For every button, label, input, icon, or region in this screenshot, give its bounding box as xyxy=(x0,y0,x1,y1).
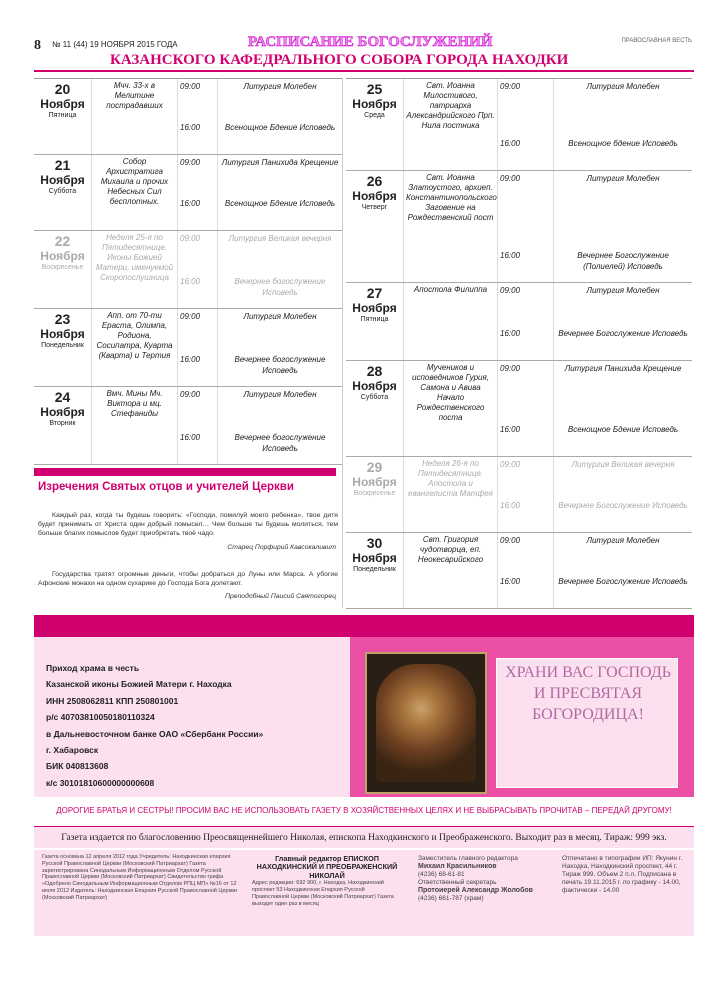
service-name: Вечернее Богослужение (Полиелей) Исповедь xyxy=(577,251,669,271)
day-number: 26 xyxy=(366,173,383,189)
time-cell xyxy=(498,283,554,360)
date-cell xyxy=(34,231,92,308)
day-number: 22 xyxy=(54,233,71,249)
time-cell xyxy=(178,79,218,154)
header-divider xyxy=(34,70,694,72)
footer-staff xyxy=(418,855,548,903)
time-cell xyxy=(498,457,554,532)
blessing-line: Газета издается по благословению Преосвященнейшего Николая, епископа Находкинского и Преображенского. Выходит раз в месяц. Тираж: 999 экз. xyxy=(34,826,694,848)
time-cell xyxy=(178,155,218,230)
day-number: 27 xyxy=(366,285,383,301)
column-divider xyxy=(342,78,343,608)
donation-details xyxy=(46,660,263,791)
date-cell xyxy=(346,361,404,456)
icon-figure xyxy=(376,664,476,782)
quote-author: Старец Порфирий Кавсокаливит xyxy=(227,544,336,551)
chief-editor: Главный редактор ЕПИСКОП НАХОДКИНСКИЙ И ПРЕОБРАЖЕНСКИЙ НИКОЛАЙ xyxy=(256,854,398,880)
service-time: 16:00 xyxy=(180,433,201,442)
service-name: Литургия Молебен xyxy=(243,82,317,91)
weekday: Вторник xyxy=(49,420,76,427)
secretary-label: Ответственный секретарь xyxy=(418,879,497,886)
date-cell xyxy=(346,171,404,282)
service-time: 16:00 xyxy=(180,123,201,132)
saint-cell: Свт. Иоанна Златоустого, архиеп. Константинопольского Заговение на Рождественский пост xyxy=(404,171,498,282)
service-time: 09:00 xyxy=(180,82,201,91)
service-name: Литургия Великая вечерня xyxy=(571,460,675,469)
day-number: 21 xyxy=(54,157,71,173)
donation-line: Казанской иконы Божией Матери г. Находка xyxy=(46,679,232,690)
service-name: Литургия Молебен xyxy=(586,82,660,91)
saint-cell: Мчч. 33-х в Мелитине пострадавших xyxy=(92,79,178,154)
donation-line: к/с 30101810600000000608 xyxy=(46,777,155,788)
schedule-row xyxy=(346,533,692,609)
day-number: 24 xyxy=(54,389,71,405)
saint-cell: Собор Архистратига Михаила и прочих Небесных Сил бесплотных. xyxy=(92,155,178,230)
deputy-name: Михаил Красильников xyxy=(418,863,497,870)
editor-address: Адрес редакции: 692 900, г. Находка, Находкинский проспект 53 Находкинская Епархия Русской Православной Церкви (Московский Патриархат) Газета выходит один раз в месяц xyxy=(252,880,394,907)
day-number: 20 xyxy=(54,81,71,97)
date-cell xyxy=(346,457,404,532)
month-name: Ноября xyxy=(40,173,85,187)
service-time: 16:00 xyxy=(500,329,521,338)
day-number: 28 xyxy=(366,363,383,379)
month-name: Ноября xyxy=(352,475,397,489)
service-name: Литургия Молебен xyxy=(586,286,660,295)
weekday: Суббота xyxy=(360,394,389,401)
schedule-row xyxy=(34,231,342,309)
quotes-header-bar xyxy=(34,468,336,476)
quote-text: Каждый раз, когда ты будешь говорить: «Господи, помилуй моего ребенка», твое дитя будет принимать от Христа один добрый помысел… Чем больше ты будешь молиться, тем больше благих помыслов будет приобретать твоё чадо. xyxy=(38,512,338,537)
pink-band xyxy=(34,615,694,637)
date-cell xyxy=(34,155,92,230)
service-time: 09:00 xyxy=(500,82,521,91)
weekday: Четверг xyxy=(361,204,388,211)
service-cell xyxy=(218,155,342,230)
month-name: Ноября xyxy=(40,249,85,263)
saint-cell: Апостола Филиппа xyxy=(404,283,498,360)
date-cell xyxy=(346,533,404,608)
time-cell xyxy=(498,79,554,170)
weekday: Понедельник xyxy=(41,342,84,349)
service-name: Вечернее Богослужение Исповедь xyxy=(558,501,688,510)
service-cell xyxy=(554,79,692,170)
time-cell xyxy=(498,533,554,608)
service-time: 09:00 xyxy=(500,286,521,295)
day-number: 23 xyxy=(54,311,71,327)
saint-cell: Свт. Иоанна Милостивого, патриарха Александрийского Прп. Нила постника xyxy=(404,79,498,170)
service-time: 16:00 xyxy=(180,355,201,364)
deputy-label: Заместитель главного редактора xyxy=(418,855,518,862)
service-name: Литургия Молебен xyxy=(243,390,317,399)
weekday: Понедельник xyxy=(353,566,396,573)
schedule-row xyxy=(346,171,692,283)
service-time: 16:00 xyxy=(500,501,521,510)
service-time: 09:00 xyxy=(180,312,201,321)
service-cell xyxy=(554,171,692,282)
time-cell xyxy=(498,171,554,282)
service-cell xyxy=(218,387,342,464)
schedule-row xyxy=(34,309,342,387)
service-cell xyxy=(218,79,342,154)
service-time: 09:00 xyxy=(500,174,521,183)
schedule-row xyxy=(346,79,692,171)
weekday: Суббота xyxy=(48,188,77,195)
service-cell xyxy=(554,457,692,532)
service-name: Вечернее богослужение Исповедь xyxy=(234,433,326,453)
saint-cell: Неделя 25-я по Пятидесятнице. Иконы Божией Матери, именуемой Скоропослушница xyxy=(92,231,178,308)
footer-publisher: Газета основана 12 апреля 2012 года Учредитель: Находкинская епархия Русской Православной Церкви (Московский Патриархат) Газета зарегистрирована Синодальным Информационным Отделом Русской Православной Церкви (Московский Патриархат) Свидетельство грифа «Одобрено Синодальным Информационным Отделом РПЦ МП» №16 от 12 июля 2012 Издатель: Находкинская Епархия Русской Православной Церкви (Московский Патриархат) xyxy=(42,854,237,901)
donation-line: в Дальневосточном банке ОАО «Сбербанк России» xyxy=(46,728,264,739)
title-line-1: РАСПИСАНИЕ БОГОСЛУЖЕНИЙ xyxy=(248,34,493,50)
service-name: Литургия Панихида Крещение xyxy=(564,364,682,373)
month-name: Ноября xyxy=(40,327,85,341)
service-cell xyxy=(218,309,342,386)
service-time: 09:00 xyxy=(180,158,201,167)
service-time: 16:00 xyxy=(500,577,521,586)
service-time: 09:00 xyxy=(180,234,201,243)
service-name: Литургия Молебен xyxy=(243,312,317,321)
service-time: 09:00 xyxy=(500,460,521,469)
service-time: 09:00 xyxy=(180,390,201,399)
service-cell xyxy=(554,361,692,456)
schedule-row xyxy=(346,361,692,457)
service-cell xyxy=(554,283,692,360)
donation-line: БИК 040813608 xyxy=(46,761,109,772)
date-cell xyxy=(34,79,92,154)
quotes-title: Изречения Святых отцов и учителей Церкви xyxy=(38,481,294,493)
time-cell xyxy=(178,309,218,386)
donation-line: г. Хабаровск xyxy=(46,745,99,756)
time-cell xyxy=(178,231,218,308)
time-cell xyxy=(498,361,554,456)
service-name: Литургия Панихида Крещение xyxy=(221,158,339,167)
newspaper-logo: ПРАВОСЛАВНАЯ ВЕСТЬ xyxy=(621,38,692,44)
prayer-text: ХРАНИ ВАС ГОСПОДЬ И ПРЕСВЯТАЯ БОГОРОДИЦА! xyxy=(505,664,671,723)
service-name: Всенощное бдение Исповедь xyxy=(568,139,678,148)
schedule-left xyxy=(34,78,342,465)
weekday: Среда xyxy=(364,112,385,119)
weekday: Пятница xyxy=(48,112,77,119)
title-line-2: КАЗАНСКОГО КАФЕДРАЛЬНОГО СОБОРА ГОРОДА НАХОДКИ xyxy=(110,52,569,68)
footer-editor xyxy=(252,855,402,907)
service-name: Литургия Великая вечерня xyxy=(228,234,332,243)
month-name: Ноября xyxy=(40,405,85,419)
saint-cell: Апп. от 70-ти Ераста, Олимпа, Родиона, Сосипатра, Куарта (Кварта) и Тертия xyxy=(92,309,178,386)
saint-cell: Мучеников и исповедников Гурия, Самона и Авива Начало Рождественского поста xyxy=(404,361,498,456)
service-time: 09:00 xyxy=(500,536,521,545)
month-name: Ноября xyxy=(40,97,85,111)
service-time: 16:00 xyxy=(500,425,521,434)
service-name: Вечернее Богослужение Исповедь xyxy=(558,329,688,338)
secretary-phone: (4236) 661-787 (храм) xyxy=(418,895,484,902)
donation-line: ИНН 2508062811 КПП 250801001 xyxy=(46,695,179,706)
donation-line: р/с 40703810050180110324 xyxy=(46,712,155,723)
service-time: 16:00 xyxy=(500,251,521,260)
service-name: Вечернее богослужение Исповедь xyxy=(234,277,326,297)
quote-author: Преподобный Паисий Святогорец xyxy=(225,593,336,600)
schedule-right xyxy=(346,78,692,609)
month-name: Ноября xyxy=(352,551,397,565)
service-name: Всенощное Бдение Исповедь xyxy=(567,425,679,434)
service-name: Литургия Молебен xyxy=(586,536,660,545)
service-time: 16:00 xyxy=(180,199,201,208)
service-name: Вечернее Богослужение Исповедь xyxy=(558,577,688,586)
day-number: 25 xyxy=(366,81,383,97)
service-time: 16:00 xyxy=(180,277,201,286)
date-cell xyxy=(346,283,404,360)
service-cell xyxy=(218,231,342,308)
issue-line: № 11 (44) 19 НОЯБРЯ 2015 ГОДА xyxy=(52,40,178,49)
reader-appeal: ДОРОГИЕ БРАТЬЯ И СЕСТРЫ! ПРОСИМ ВАС НЕ ИСПОЛЬЗОВАТЬ ГАЗЕТУ В ХОЗЯЙСТВЕННЫХ ЦЕЛЯХ И НЕ ВЫБРАСЫВАТЬ ПРОЧИТАВ – ПЕРЕДАЙ ДРУГОМУ! xyxy=(56,806,672,815)
saint-cell: Вмч. Мины Мч. Виктора и мц. Стефаниды xyxy=(92,387,178,464)
date-cell xyxy=(34,387,92,464)
day-number: 29 xyxy=(366,459,383,475)
month-name: Ноября xyxy=(352,379,397,393)
time-cell xyxy=(178,387,218,464)
quote-text: Государства тратят огромные деньги, чтобы добраться до Луны или Марса. А убогие Афонские монахи на одном сухарике до Господа Бога долетают. xyxy=(38,571,338,587)
saint-cell: Неделя 26-я по Пятидесятнице. Апостола и евангелиста Матфея xyxy=(404,457,498,532)
date-cell xyxy=(34,309,92,386)
weekday: Пятница xyxy=(360,316,389,323)
service-name: Литургия Молебен xyxy=(586,174,660,183)
weekday: Воскресенье xyxy=(353,490,396,497)
schedule-row xyxy=(346,457,692,533)
footer-print: Отпечатано в типографии ИП: Якунин г. Находка, Находкинский проспект, 44 г. Тираж 999. Объем 2 п.л. Подписана в печать 19.11.2015 г. по графику - 14.00, фактически - 14.00 xyxy=(562,855,683,894)
page-number: 8 xyxy=(34,38,41,53)
service-name: Всенощное Бдение Исповедь xyxy=(224,123,336,132)
schedule-row xyxy=(34,387,342,465)
service-name: Вечернее богослужение Исповедь xyxy=(234,355,326,375)
service-cell xyxy=(554,533,692,608)
service-time: 16:00 xyxy=(500,139,521,148)
donation-line: Приход храма в честь xyxy=(46,663,140,673)
service-time: 09:00 xyxy=(500,364,521,373)
deputy-phone: (4236) 68-61-81 xyxy=(418,871,465,878)
service-name: Всенощное Бдение Исповедь xyxy=(224,199,336,208)
schedule-row xyxy=(346,283,692,361)
weekday: Воскресенье xyxy=(41,264,84,271)
day-number: 30 xyxy=(366,535,383,551)
saint-cell: Свт. Григория чудотворца, еп. Неокесарийского xyxy=(404,533,498,608)
schedule-row xyxy=(34,79,342,155)
secretary-name: Протоиерей Александр Жолобов xyxy=(418,887,533,894)
month-name: Ноября xyxy=(352,189,397,203)
month-name: Ноября xyxy=(352,97,397,111)
schedule-row xyxy=(34,155,342,231)
date-cell xyxy=(346,79,404,170)
month-name: Ноября xyxy=(352,301,397,315)
